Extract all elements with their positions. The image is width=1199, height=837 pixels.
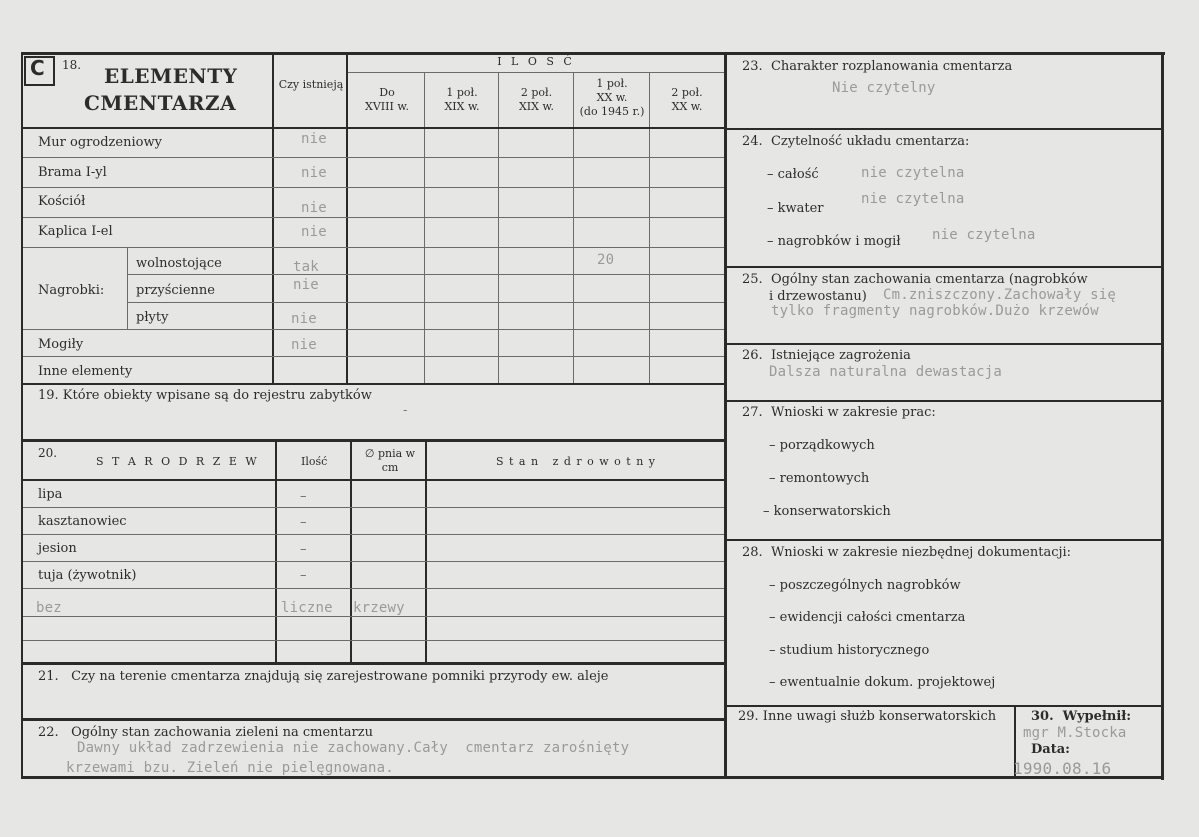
exists-wolnostojace: tak [293,259,319,275]
s22-value-line-2: krzewami bzu. Zieleń nie pielęgnowana. [66,760,394,776]
s24-label: 24. Czytelność układu cmentarza: [742,134,970,149]
tree-qty-lipa: – [300,489,307,504]
s26-bottom [725,400,1164,402]
tree-name-lipa: lipa [38,487,63,502]
s23-label: 23. Charakter rozplanowania cmentarza [742,59,1013,74]
s23-bottom [725,128,1164,130]
period-header-1: Do XVIII w. [365,86,409,113]
s21-bottom [21,718,725,721]
s29-label: 29. Inne uwagi służb konserwatorskich [738,709,997,724]
exists-kaplica: nie [301,224,327,240]
col-divider-4 [498,72,499,384]
row-line [23,187,724,188]
tree-name-jesion: jesion [38,541,77,556]
s22-label: 22. Ogólny stan zachowania zieleni na cmentarzu [38,725,373,740]
s28-label: 28. Wnioski w zakresie niezbędnej dokumentacji: [742,545,1072,560]
row-line [23,217,724,218]
s27-item-konserwatorskich: – konserwatorskich [763,504,891,519]
s24-item-kwater: – kwater [767,201,824,216]
col-divider-6 [649,72,650,384]
s30-date: 1990.08.16 [1013,759,1112,778]
row-label-wolnostojace: wolnostojące [136,256,222,271]
s27-item-remontowych: – remontowych [769,471,870,486]
s20-col-divider-2 [350,441,352,663]
col-divider-2 [346,54,348,384]
period-header-2: 1 poł. XIX w. [444,86,480,113]
exists-brama: nie [301,165,327,181]
row-label-nagrobki: Nagrobki: [38,283,105,298]
row-label-plyty: płyty [136,310,169,325]
s30-date-label: Data: [1031,742,1070,757]
s20-col-divider-1 [275,441,277,663]
tree-name-tuja: tuja (żywotnik) [38,568,137,583]
s24-item-nagrobkow: – nagrobków i mogił [767,234,901,249]
s20-number: 20. [38,446,58,460]
col-exists-header: Czy istnieją [278,78,344,91]
s25-label-1: 25. Ogólny stan zachowania cmentarza (nagrobków [742,272,1088,287]
frame-top-right [725,52,1165,55]
s30-label: 30. Wypełnił: [1031,709,1132,724]
frame-middle [724,52,727,779]
nagrobki-divider [127,248,128,329]
s28-item-3: – studium historycznego [769,643,930,658]
col-divider-5 [573,72,574,384]
col-divider-1 [272,54,274,384]
row-label-mogily: Mogiły [38,337,84,352]
s19-bottom [21,439,725,442]
row-line [23,356,724,357]
s28-item-2: – ewidencji całości cmentarza [769,610,966,625]
s27-bottom [725,539,1164,541]
s20-row-line [23,588,724,589]
frame-bottom [21,776,1164,779]
s19-value: - [403,403,408,418]
row-line [23,247,724,248]
quantity-header-underline [348,72,724,73]
exists-plyty: nie [291,311,317,327]
s20-row-line [23,561,724,562]
exists-mur: nie [301,131,327,147]
row-line [128,302,724,303]
elements-table-bottom [21,383,725,385]
s27-item-porzadkowych: – porządkowych [769,438,875,453]
s25-value-1: Cm.zniszczony.Zachowały się [883,287,1116,303]
frame-left [21,52,23,778]
section-18-number: 18. [62,58,82,72]
row-line [23,157,724,158]
frame-right [1161,52,1164,780]
s20-header: S T A R O D R Z E W [96,455,260,468]
s26-label: 26. Istniejące zagrożenia [742,348,911,363]
tree-qty-kasztanowiec: – [300,515,307,530]
s19-label: 19. Które obiekty wpisane są do rejestru zabytków [38,388,372,403]
s24-value-kwater: nie czytelna [861,191,965,207]
s28-bottom [725,705,1164,707]
section-18-title-2: CMENTARZA [84,91,237,115]
elements-header-bottom [21,127,725,129]
s27-label: 27. Wnioski w zakresie prac: [742,405,936,420]
row-label-inne: Inne elementy [38,364,133,379]
s20-header-bottom [21,479,725,481]
s20-row-line [23,640,724,641]
row-label-mur: Mur ogrodzeniowy [38,135,162,150]
row-label-kaplica: Kaplica I-el [38,224,113,239]
s24-value-nagrobkow: nie czytelna [932,227,1036,243]
exists-przyscienne: nie [293,277,319,293]
tree-name-bez: bez [36,600,62,616]
row-line [128,274,724,275]
s20-col-health: S t a n z d r o w o t n y [495,455,657,468]
row-label-kosciol: Kościół [38,194,86,209]
exists-mogily: nie [291,337,317,353]
period-header-3: 2 poł. XIX w. [518,86,555,113]
tree-qty-jesion: – [300,542,307,557]
exists-kosciol: nie [301,200,327,216]
col-divider-3 [424,72,425,384]
s25-bottom [725,343,1164,345]
tree-name-kasztanowiec: kasztanowiec [38,514,127,529]
s20-col-diam: ∅ pnia w cm [364,447,416,474]
s20-row-line [23,534,724,535]
s25-value-2: tylko fragmenty nagrobków.Dużo krzewów [771,303,1099,319]
s23-value: Nie czytelny [832,80,936,96]
tree-qty-bez: liczne [281,600,333,616]
quantity-wolnostojace-1945: 20 [597,252,615,268]
section-18-title-1: ELEMENTY [104,64,238,88]
s30-name: mgr M.Stocka [1023,725,1127,741]
s20-col-qty: Ilość [301,455,328,468]
s25-label-2: i drzewostanu) [769,289,867,304]
row-line [23,329,724,330]
s20-col-divider-3 [425,441,427,663]
tree-qty-tuja: – [300,568,307,583]
s24-value-calosc: nie czytelna [861,165,965,181]
s22-value-line-1: Dawny układ zadrzewienia nie zachowany.Cały cmentarz zarośnięty [77,740,630,756]
tree-diam-bez: krzewy [353,600,405,616]
col-quantity-header: I L O S Ć [497,55,575,68]
s20-bottom [21,662,725,665]
s24-bottom [725,266,1164,268]
s26-value: Dalsza naturalna dewastacja [769,364,1002,380]
s28-item-1: – poszczególnych nagrobków [769,578,961,593]
row-label-przyscienne: przyścienne [136,283,215,298]
section-c-letter: C [30,56,45,80]
period-header-4: 1 poł. XX w. (do 1945 r.) [579,77,645,118]
row-label-brama: Brama I-yl [38,165,107,180]
s20-row-line [23,616,724,617]
s28-item-4: – ewentualnie dokum. projektowej [769,675,996,690]
period-header-5: 2 poł. XX w. [671,86,703,113]
s21-label: 21. Czy na terenie cmentarza znajdują się zarejestrowane pomniki przyrody ew. aleje [38,669,609,684]
s20-row-line [23,507,724,508]
s24-item-calosc: – całość [767,167,819,182]
